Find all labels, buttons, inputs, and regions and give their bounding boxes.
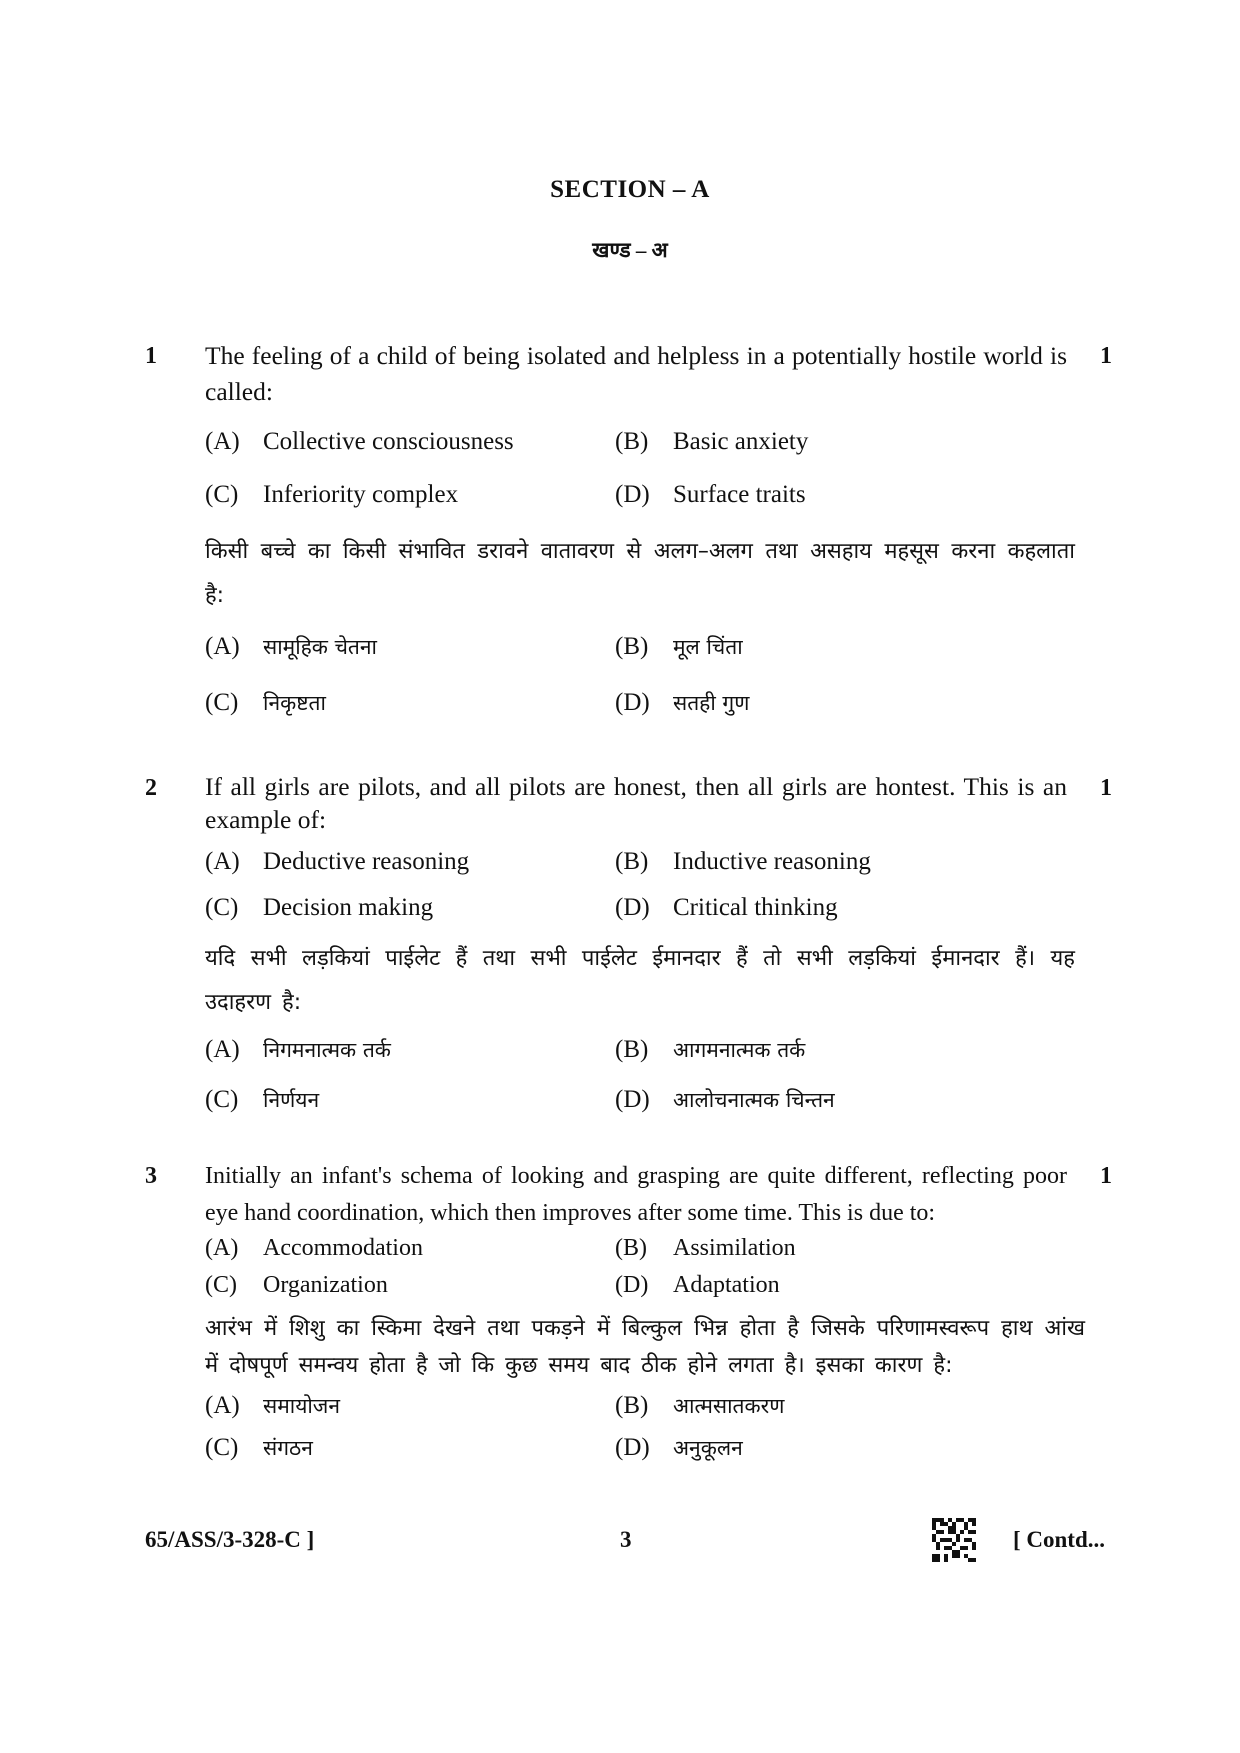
option-c: (C) Organization — [205, 1272, 388, 1298]
option-c-hindi: (C) निर्णयन — [205, 1086, 320, 1113]
option-d-hindi: (D) आलोचनात्मक चिन्तन — [615, 1086, 835, 1113]
option-d: (D) Adaptation — [615, 1272, 780, 1298]
option-b: (B) Assimilation — [615, 1235, 796, 1261]
option-a: (A) Deductive reasoning — [205, 848, 470, 875]
option-d: (D) Critical thinking — [615, 894, 838, 921]
question-marks: 1 — [1100, 775, 1112, 801]
option-a-hindi: (A) सामूहिक चेतना — [205, 633, 377, 660]
option-c: (C) Inferiority complex — [205, 481, 459, 508]
question-number: 1 — [145, 343, 157, 369]
question-text-hindi: किसी बच्चे का किसी संभावित डरावने वातावरण से अलग–अलग तथा असहाय महसूस करना कहलाता है: — [205, 539, 1075, 608]
option-c-hindi: (C) निकृष्टता — [205, 689, 326, 716]
section-title-hindi: खण्ड – अ — [592, 238, 668, 262]
page-number: 3 — [620, 1527, 632, 1552]
question-text-hindi: यदि सभी लड़कियां पाईलेट हैं तथा सभी पाईलेट ईमानदार हैं तो सभी लड़कियां ईमानदार हैं। यह उदाहरण है: — [205, 946, 1075, 1015]
option-d-hindi: (D) अनुकूलन — [615, 1434, 743, 1461]
option-d-hindi: (D) सतही गुण — [615, 689, 750, 716]
question-text-hindi: आरंभ में शिशु का स्किमा देखने तथा पकड़ने में बिल्कुल भिन्न होता है जिसके परिणामस्वरूप हाथ आंख में दोषपूर्ण समन्वय होता है जो कि कुछ समय बाद ठीक होने लगता है। इसका कारण है: — [205, 1316, 1085, 1378]
option-a-hindi: (A) समायोजन — [205, 1392, 341, 1419]
option-c: (C) Decision making — [205, 894, 434, 921]
option-a-hindi: (A) निगमनात्मक तर्क — [205, 1036, 391, 1063]
paper-code: 65/ASS/3-328-C ] — [145, 1527, 315, 1552]
question-number: 2 — [145, 775, 157, 801]
option-a: (A) Collective consciousness — [205, 428, 514, 455]
question-marks: 1 — [1100, 343, 1112, 369]
option-b: (B) Inductive reasoning — [615, 848, 871, 875]
question-text: If all girls are pilots, and all pilots are honest, then all girls are hontest. This is an example of: — [205, 772, 1067, 834]
option-b-hindi: (B) मूल चिंता — [615, 633, 743, 660]
option-b-hindi: (B) आगमनात्मक तर्क — [615, 1036, 806, 1063]
qr-code-icon — [932, 1518, 976, 1562]
question-number: 3 — [145, 1163, 157, 1189]
option-b: (B) Basic anxiety — [615, 428, 809, 455]
option-a: (A) Accommodation — [205, 1235, 423, 1261]
section-title: SECTION – A — [550, 176, 710, 203]
question-text: The feeling of a child of being isolated and helpless in a potentially hostile world is called: — [205, 341, 1067, 406]
continued-marker: [ Contd... — [1013, 1527, 1106, 1552]
option-c-hindi: (C) संगठन — [205, 1434, 313, 1461]
question-marks: 1 — [1100, 1163, 1112, 1189]
question-text: Initially an infant's schema of looking and grasping are quite different, reflecting poor eye hand coordination, which then improves after some time. This is due to: — [205, 1163, 1067, 1226]
option-b-hindi: (B) आत्मसातकरण — [615, 1392, 785, 1419]
option-d: (D) Surface traits — [615, 481, 806, 508]
